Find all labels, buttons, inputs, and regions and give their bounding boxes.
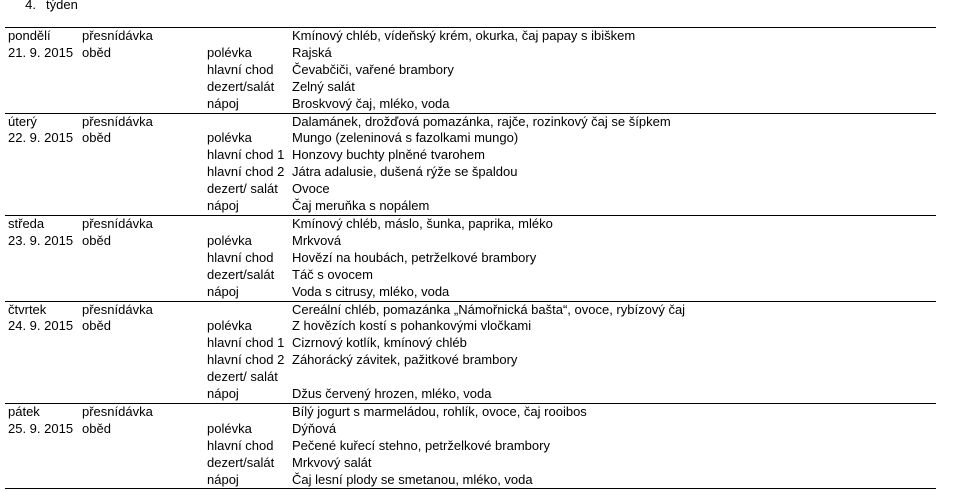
empty-cell [79, 472, 204, 489]
empty-cell [79, 284, 204, 301]
empty-cell [5, 198, 79, 215]
empty-cell [5, 284, 79, 301]
day-course-row [5, 369, 936, 386]
course-part: hlavní chod 1 [207, 335, 285, 351]
empty-cell [79, 386, 204, 403]
empty-cell [79, 438, 204, 455]
menu-body [5, 28, 936, 489]
day-course-row [5, 233, 936, 250]
course-part: nápoj [207, 283, 239, 299]
day-date: 23. 9. 2015 [8, 232, 74, 248]
empty-cell [5, 62, 79, 79]
lunch-label: oběd [82, 232, 111, 248]
course-dish: Voda s citrusy, mléko, voda [292, 283, 450, 299]
lunch-label: oběd [82, 130, 111, 146]
empty-cell [5, 250, 79, 267]
day-name: úterý [5, 113, 79, 130]
course-dish [289, 369, 936, 386]
course-dish: Zelný salát [292, 78, 355, 94]
day-breakfast-row [5, 301, 936, 318]
day-course-row [5, 79, 936, 96]
day-date: 25. 9. 2015 [8, 420, 74, 436]
empty-cell [79, 198, 204, 215]
course-part: hlavní chod [207, 249, 274, 265]
day-course-row [5, 335, 936, 352]
breakfast-dish: Bílý jogurt s marmeládou, rohlík, ovoce, čaj rooibos [289, 403, 936, 420]
course-part: hlavní chod 2 [207, 164, 285, 180]
empty-cell [79, 96, 204, 113]
empty-cell [5, 386, 79, 403]
day-date: 22. 9. 2015 [8, 130, 74, 146]
course-part: polévka [207, 130, 252, 146]
course-dish: Cizrnový kotlík, kmínový chléb [292, 335, 467, 351]
course-dish: Dýňová [292, 420, 337, 436]
empty-cell [5, 147, 79, 164]
day-course-row [5, 438, 936, 455]
empty-cell [79, 164, 204, 181]
course-dish: Mrkvový salát [292, 454, 372, 470]
course-dish: Džus červený hrozen, mléko, voda [292, 386, 492, 402]
day-course-row [5, 181, 936, 198]
day-course-row [5, 386, 936, 403]
breakfast-label: přesnídávka [79, 215, 289, 232]
empty-cell [5, 96, 79, 113]
course-part: nápoj [204, 472, 289, 489]
day-name: pondělí [5, 28, 79, 45]
breakfast-label: přesnídávka [79, 301, 289, 318]
course-dish: Záhorácký závitek, pažitkové brambory [292, 352, 518, 368]
day-course-row [5, 130, 936, 147]
breakfast-dish: Kmínový chléb, vídeňský krém, okurka, čaj papay s ibiškem [289, 28, 936, 45]
lunch-label: oběd [82, 44, 111, 60]
course-part: nápoj [207, 386, 239, 402]
empty-cell [79, 62, 204, 79]
breakfast-label: přesnídávka [79, 28, 289, 45]
course-dish: Čevabčiči, vařené brambory [292, 61, 454, 77]
empty-cell [79, 335, 204, 352]
course-part: polévka [207, 44, 252, 60]
course-part: hlavní chod [207, 437, 274, 453]
week-heading [8, 0, 78, 14]
empty-cell [5, 438, 79, 455]
day-name: čtvrtek [5, 301, 79, 318]
empty-cell [5, 455, 79, 472]
course-part: dezert/salát [207, 78, 275, 94]
course-dish: Ovoce [292, 181, 330, 197]
day-date: 24. 9. 2015 [8, 318, 74, 334]
lunch-label: oběd [82, 420, 111, 436]
empty-cell [79, 267, 204, 284]
lunch-label: oběd [82, 318, 111, 334]
course-dish: Táč s ovocem [292, 266, 373, 282]
empty-cell [5, 164, 79, 181]
course-part: dezert/ salát [207, 181, 278, 197]
empty-cell [79, 181, 204, 198]
course-part: polévka [207, 318, 252, 334]
day-course-row [5, 421, 936, 438]
course-part: polévka [207, 232, 252, 248]
day-course-row [5, 250, 936, 267]
day-course-row [5, 45, 936, 62]
day-breakfast-row [5, 215, 936, 232]
empty-cell [5, 335, 79, 352]
empty-cell [5, 352, 79, 369]
breakfast-dish: Cereální chléb, pomazánka „Námořnická bašta“, ovoce, rybízový čaj [289, 301, 936, 318]
empty-cell [79, 455, 204, 472]
course-part: hlavní chod 1 [207, 147, 285, 163]
day-course-row [5, 164, 936, 181]
day-course-row [5, 455, 936, 472]
course-dish: Játra adalusie, dušená rýže se špaldou [292, 164, 518, 180]
empty-cell [79, 250, 204, 267]
course-dish: Pečené kuřecí stehno, petrželkové brambory [292, 437, 550, 453]
day-course-row [5, 318, 936, 335]
day-course-row [5, 198, 936, 215]
day-breakfast-row [5, 113, 936, 130]
day-course-row [5, 284, 936, 301]
day-course-row [5, 352, 936, 369]
day-course-row [5, 472, 936, 489]
day-breakfast-row [5, 28, 936, 45]
empty-cell [79, 79, 204, 96]
empty-cell [79, 147, 204, 164]
course-part: polévka [207, 420, 252, 436]
empty-cell [79, 352, 204, 369]
empty-cell [79, 369, 204, 386]
course-dish: Honzovy buchty plněné tvarohem [292, 147, 485, 163]
course-part: nápoj [207, 198, 239, 214]
empty-cell [5, 267, 79, 284]
day-course-row [5, 62, 936, 79]
breakfast-label: přesnídávka [79, 403, 289, 420]
breakfast-dish: Dalamánek, drožďová pomazánka, rajče, rozinkový čaj se šípkem [289, 113, 936, 130]
weekly-menu-table [5, 27, 936, 489]
course-dish: Čaj lesní plody se smetanou, mléko, voda [289, 472, 936, 489]
course-dish: Broskvový čaj, mléko, voda [292, 95, 450, 111]
day-course-row [5, 147, 936, 164]
course-part: hlavní chod [207, 61, 274, 77]
empty-cell [5, 369, 79, 386]
course-dish: Z hovězích kostí s pohankovými vločkami [292, 318, 532, 334]
empty-cell [5, 79, 79, 96]
day-name: středa [5, 215, 79, 232]
day-date: 21. 9. 2015 [8, 44, 74, 60]
course-dish: Rajská [292, 44, 332, 60]
week-title: týden [46, 0, 78, 12]
day-course-row [5, 267, 936, 284]
course-part: dezert/salát [207, 266, 275, 282]
course-dish: Mungo (zeleninová s fazolkami mungo) [292, 130, 519, 146]
day-name: pátek [5, 403, 79, 420]
course-dish: Čaj meruňka s nopálem [292, 198, 430, 214]
week-number: 4. [25, 0, 36, 12]
course-dish: Mrkvová [292, 232, 342, 248]
day-course-row [5, 96, 936, 113]
course-part: hlavní chod 2 [207, 352, 285, 368]
day-breakfast-row [5, 403, 936, 420]
course-dish: Hovězí na houbách, petrželkové brambory [292, 249, 537, 265]
course-part: dezert/ salát [207, 369, 278, 385]
breakfast-label: přesnídávka [79, 113, 289, 130]
empty-cell [5, 181, 79, 198]
course-part: nápoj [207, 95, 239, 111]
course-part: dezert/salát [207, 454, 275, 470]
empty-cell [5, 472, 79, 489]
breakfast-dish: Kmínový chléb, máslo, šunka, paprika, mléko [289, 215, 936, 232]
